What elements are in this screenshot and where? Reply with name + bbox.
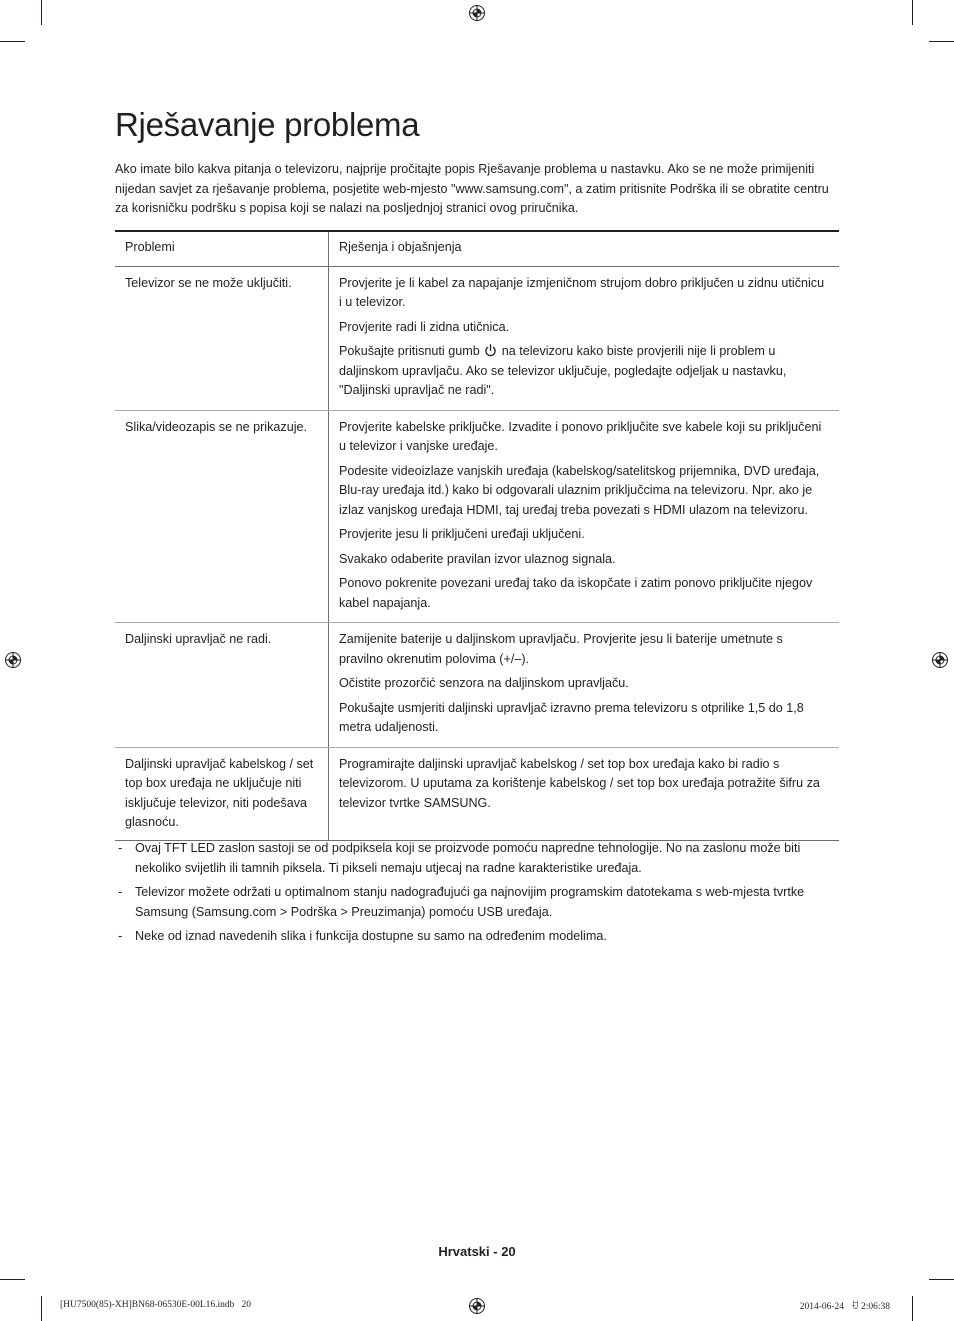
registration-mark-icon	[931, 651, 949, 669]
table-row	[115, 747, 839, 840]
solution-text: Provjerite kabelske priključke. Izvadite i ponovo priključite sve kabele koji su priključeni u televizor i vanjske uređaje.	[339, 419, 822, 453]
header-solution: Rješenja i objašnjenja	[329, 231, 840, 266]
crop-mark	[929, 41, 954, 42]
intro-paragraph: Ako imate bilo kakva pitanja o televizoru, najprije pročitajte popis Rješavanje problema u nastavku. Ako se ne može primijeniti nijedan savjet za rješavanje problema, posjetite web-mjesto "www.samsung.com", a zatim pritisnite Podrška ili se obratite centru za korisničku podršku s popisa koji se nalazi na posljednjoj stranici ovog priručnika.	[115, 162, 829, 215]
note-item	[115, 927, 840, 947]
note-text: Ovaj TFT LED zaslon sastoji se od podpiksela koji se proizvode pomoću napredne tehnologije. No na zaslonu može biti nekoliko svijetlih ili tamnih piksela. Ti pikseli nemaju utjecaj na radne karakteristike uređaja.	[135, 841, 801, 875]
crop-mark	[41, 0, 42, 25]
crop-mark	[0, 41, 25, 42]
crop-mark	[912, 0, 913, 25]
note-bullet: -	[118, 841, 123, 855]
problem-cell: Televizor se ne može uključiti.	[115, 266, 329, 410]
solution-text: Podesite videoizlaze vanjskih uređaja (kabelskog/satelitskog prijemnika, DVD uređaja, Blu-ray uređaja itd.) kako bi odgovarali ulaznim priključcima na televizoru. Npr. ako je izlaz vanjskog uređaja HDMI, taj uređaj treba povezati s HDMI ulazom na televizoru.	[339, 463, 820, 517]
solution-text: Očistite prozorčić senzora na daljinskom upravljaču.	[339, 676, 629, 690]
notes-list	[115, 839, 840, 952]
crop-mark	[41, 1296, 42, 1321]
power-icon	[484, 344, 497, 357]
page-title: Rješavanje problema	[115, 106, 420, 143]
note-text: Televizor možete održati u optimalnom stanju nadograđujući ga najnovijim programskim datotekama s web-mjesta tvrtke Samsung (Samsung.com > Podrška > Preuzimanja) pomoću USB uređaja.	[135, 885, 805, 919]
note-item	[115, 839, 840, 878]
solution-text-part: na televizoru kako biste provjerili nije li problem u daljinskom upravljaču. Ako se televizor uključuje, pogledajte odjeljak u nastavku, "Daljinski upravljač ne radi".	[339, 344, 787, 397]
note-text: Neke od iznad navedenih slika i funkcija dostupne su samo na određenim modelima.	[135, 929, 607, 943]
table-row	[115, 266, 839, 410]
troubleshooting-table	[115, 230, 839, 841]
table-row	[115, 623, 839, 748]
problem-cell: Slika/videozapis se ne prikazuje.	[115, 410, 329, 623]
page-number: Hrvatski - 20	[438, 1244, 516, 1259]
registration-mark-icon	[468, 1297, 486, 1315]
crop-mark	[912, 1296, 913, 1321]
header-problem: Problemi	[115, 231, 329, 266]
crop-mark	[929, 1279, 954, 1280]
table-row	[115, 410, 839, 623]
footer-file-info: [HU7500(85)-XH]BN68-06530E-00L16.indb 20	[60, 1300, 252, 1310]
solution-cell	[329, 266, 840, 410]
problem-cell: Daljinski upravljač kabelskog / set top box uređaja ne uključuje niti isključuje televizor, niti podešava glasnoću.	[115, 747, 329, 840]
solution-text: Provjerite je li kabel za napajanje izmjeničnom strujom dobro priključen u zidnu utičnicu i u televizor.	[339, 275, 825, 309]
solution-text: Zamijenite baterije u daljinskom upravljaču. Provjerite jesu li baterije umetnute s pravilno okrenutim polovima (+/–).	[339, 632, 783, 666]
note-item	[115, 883, 840, 922]
note-bullet: -	[118, 885, 123, 899]
solution-text: Ponovo pokrenite povezani uređaj tako da iskopčate i zatim ponovo priključite njegov kabel napajanja.	[339, 576, 813, 610]
registration-mark-icon	[4, 651, 22, 669]
table-header-row	[115, 231, 839, 266]
problem-cell: Daljinski upravljač ne radi.	[115, 623, 329, 748]
solution-text: Svakako odaberite pravilan izvor ulaznog signala.	[339, 551, 616, 566]
crop-mark	[0, 1279, 25, 1280]
note-bullet: -	[118, 929, 123, 943]
solution-text-part: Pokušajte pritisnuti gumb	[339, 344, 480, 358]
solution-cell	[329, 623, 840, 748]
solution-text: Pokušajte usmjeriti daljinski upravljač izravno prema televizoru s otprilike 1,5 do 1,8 metra udaljenosti.	[339, 700, 804, 734]
solution-text: Programirajte daljinski upravljač kabelskog / set top box uređaja kako bi radio s televizorom. U uputama za korištenje kabelskog / set top box uređaja potražite šifru za televizor tvrtke SAMSUNG.	[339, 756, 820, 810]
solution-cell	[329, 747, 840, 840]
registration-mark-icon	[468, 4, 486, 22]
solution-text: Provjerite radi li zidna utičnica.	[339, 319, 510, 334]
solution-text: Provjerite jesu li priključeni uređaji uključeni.	[339, 527, 585, 541]
footer-timestamp: 2014-06-24 ꀀ 2:06:38	[799, 1302, 890, 1312]
solution-cell	[329, 410, 840, 623]
solution-text	[339, 342, 829, 401]
